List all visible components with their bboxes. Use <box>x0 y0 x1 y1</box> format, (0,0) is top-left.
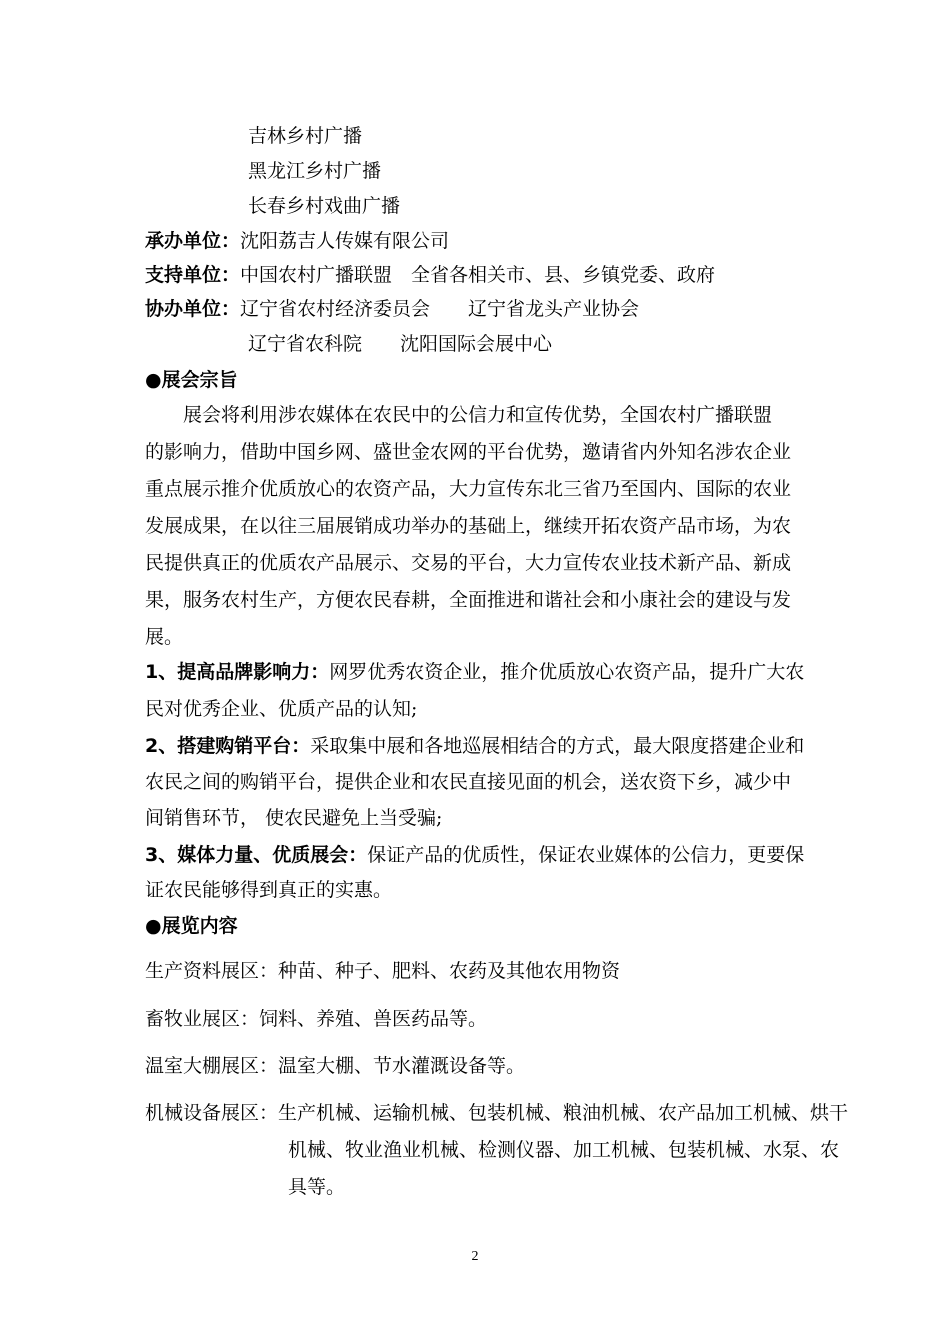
exhibit-zone: 生产资料展区：种苗、种子、肥料、农药及其他农用物资 <box>145 960 621 982</box>
undertaker-text: 沈阳荔吉人传媒有限公司 <box>240 230 450 252</box>
purpose-item-text: 网罗优秀农资企业，推介优质放心农资产品，提升广大农 <box>329 661 805 683</box>
purpose-item-line: 间销售环节， 使农民避免上当受骗; <box>145 807 443 829</box>
undertaker-row <box>145 229 449 253</box>
machinery-line: 机械、牧业渔业机械、检测仪器、加工机械、包装机械、水泵、农 <box>288 1139 840 1161</box>
exhibits-heading: ●展览内容 <box>145 915 238 937</box>
exhibit-zone: 温室大棚展区：温室大棚、节水灌溉设备等。 <box>145 1055 526 1077</box>
machinery-label: 机械设备展区： <box>145 1102 279 1124</box>
supporter-label: 支持单位： <box>145 264 241 286</box>
purpose-item <box>145 843 804 867</box>
purpose-item-line: 农民之间的购销平台，提供企业和农民直接见面的机会，送农资下乡，减少中 <box>145 771 792 793</box>
purpose-item <box>145 734 804 758</box>
purpose-item-line: 证农民能够得到真正的实惠。 <box>145 879 393 901</box>
purpose-paragraph-line: 发展成果，在以往三届展销成功举办的基础上，继续开拓农资产品市场，为农 <box>145 515 792 537</box>
purpose-paragraph-line: 展会将利用涉农媒体在农民中的公信力和宣传优势，全国农村广播联盟 <box>183 404 773 426</box>
purpose-item-text: 采取集中展和各地巡展相结合的方式，最大限度搭建企业和 <box>310 735 805 757</box>
purpose-item-label: 1、提高品牌影响力： <box>145 661 330 683</box>
machinery-zone <box>145 1101 848 1125</box>
purpose-paragraph-line: 民提供真正的优质农产品展示、交易的平台，大力宣传农业技术新产品、新成 <box>145 552 792 574</box>
co-organizer-text: 辽宁省农村经济委员会 辽宁省龙头产业协会 <box>240 298 640 320</box>
exhibit-zone: 畜牧业展区：饲料、养殖、兽医药品等。 <box>145 1008 488 1030</box>
page-number: 2 <box>471 1249 479 1264</box>
purpose-item-line: 民对优秀企业、优质产品的认知; <box>145 698 418 720</box>
co-organizer-line: 辽宁省农科院 沈阳国际会展中心 <box>248 333 553 355</box>
co-organizer-label: 协办单位： <box>145 298 241 320</box>
machinery-line: 具等。 <box>288 1176 346 1198</box>
purpose-paragraph-line: 重点展示推介优质放心的农资产品，大力宣传东北三省乃至国内、国际的农业 <box>145 478 792 500</box>
co-organizer-row <box>145 297 639 321</box>
purpose-item-label: 2、搭建购销平台： <box>145 735 311 757</box>
supporter-row <box>145 263 715 287</box>
machinery-text: 生产机械、运输机械、包装机械、粮油机械、农产品加工机械、烘干 <box>278 1102 849 1124</box>
organizer-line: 吉林乡村广播 <box>248 125 363 147</box>
purpose-paragraph-line: 果，服务农村生产，方便农民春耕，全面推进和谐社会和小康社会的建设与发 <box>145 589 792 611</box>
purpose-item <box>145 660 804 684</box>
purpose-paragraph-line: 展。 <box>145 626 184 648</box>
organizer-line: 黑龙江乡村广播 <box>248 160 382 182</box>
supporter-text: 中国农村广播联盟 全省各相关市、县、乡镇党委、政府 <box>240 264 716 286</box>
organizer-line: 长春乡村戏曲广播 <box>248 195 401 217</box>
purpose-heading: ●展会宗旨 <box>145 369 238 391</box>
purpose-paragraph-line: 的影响力，借助中国乡网、盛世金农网的平台优势，邀请省内外知名涉农企业 <box>145 441 792 463</box>
undertaker-label: 承办单位： <box>145 230 241 252</box>
purpose-item-label: 3、媒体力量、优质展会： <box>145 844 368 866</box>
purpose-item-text: 保证产品的优质性，保证农业媒体的公信力，更要保 <box>367 844 805 866</box>
